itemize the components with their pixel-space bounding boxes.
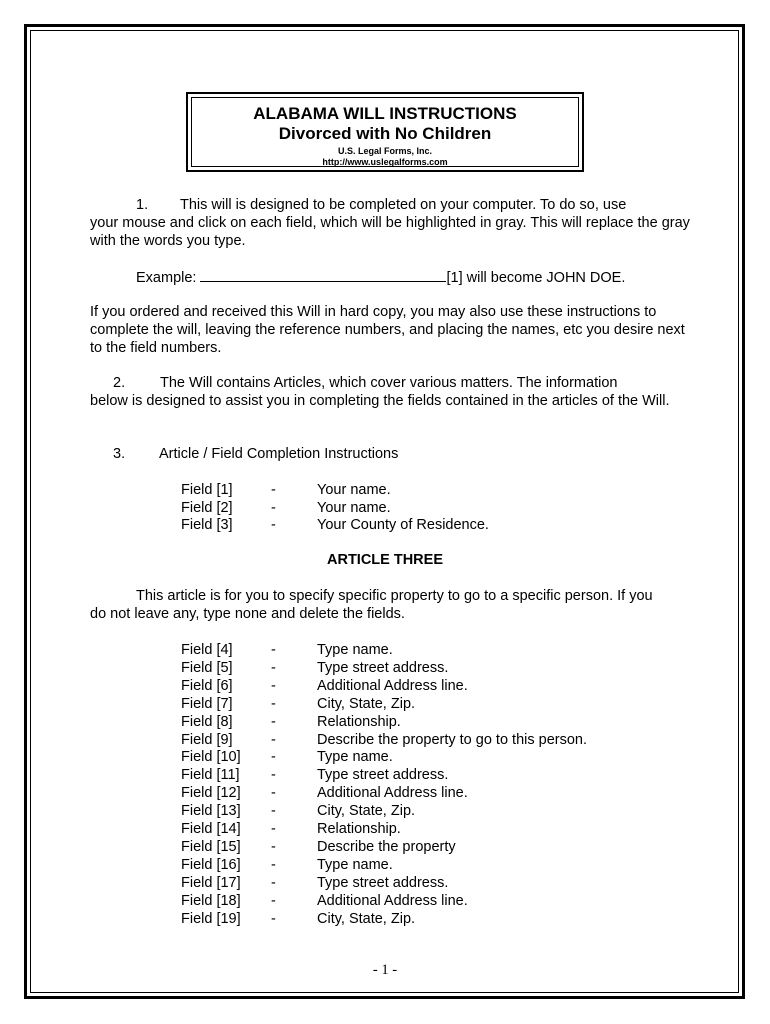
field-dash: - (271, 767, 276, 784)
field-dash: - (271, 695, 276, 712)
field-description: Type name. (317, 642, 393, 658)
title-box (186, 92, 584, 172)
example-label: Example: (136, 270, 197, 286)
item-2-continuation: below is designed to assist you in completing the fields contained in the articles of the Will. (90, 393, 670, 409)
field-dash: - (271, 659, 276, 676)
document-title: ALABAMA WILL INSTRUCTIONS (253, 104, 517, 123)
field-dash: - (271, 500, 276, 516)
item-1-continuation: your mouse and click on each field, which will be highlighted in gray. This will replace the gray with the words you type. (90, 215, 690, 249)
field-dash: - (271, 803, 276, 820)
field-description: City, State, Zip. (317, 695, 416, 712)
field-label: Field [3] (181, 517, 233, 533)
field-label: Field [11] (181, 767, 240, 784)
article-three-line-2: do not leave any, type none and delete the fields. (90, 606, 405, 622)
field-description: Describe the property to go to this person. (317, 731, 588, 748)
field-dash: - (271, 482, 276, 498)
field-label: Field [14] (181, 821, 241, 837)
field-dash: - (271, 731, 276, 748)
field-label: Field [5] (181, 659, 233, 676)
field-description: Additional Address line. (317, 892, 468, 909)
item-2-first-line: The Will contains Articles, which cover various matters. The information (160, 375, 618, 391)
field-dash: - (271, 856, 276, 873)
item-3-title: Article / Field Completion Instructions (159, 446, 399, 462)
field-description: Type street address. (317, 874, 449, 891)
field-label: Field [8] (181, 713, 233, 730)
example-line (136, 268, 625, 287)
field-label: Field [15] (181, 838, 241, 855)
field-label: Field [12] (181, 785, 241, 802)
field-label: Field [13] (181, 803, 241, 820)
example-blank-field (200, 268, 446, 282)
document-subtitle: Divorced with No Children (278, 124, 492, 143)
example-suffix: [1] will become JOHN DOE. (446, 270, 626, 286)
field-description: Additional Address line. (317, 677, 468, 694)
field-dash: - (271, 713, 276, 730)
field-description: City, State, Zip. (317, 910, 416, 927)
field-label: Field [10] (181, 749, 241, 766)
field-description: City, State, Zip. (317, 803, 416, 820)
field-label: Field [6] (181, 677, 233, 694)
field-description: Relationship. (317, 821, 401, 837)
page-number: - 1 - (372, 962, 398, 978)
field-dash: - (271, 785, 276, 802)
field-description: Type street address. (317, 659, 449, 676)
title-box-inner (191, 97, 579, 167)
field-dash: - (271, 749, 276, 766)
item-3-number: 3. (113, 446, 126, 462)
field-label: Field [17] (181, 874, 241, 891)
field-dash: - (271, 838, 276, 855)
field-description: Type name. (317, 749, 393, 766)
field-description: Additional Address line. (317, 785, 468, 802)
field-dash: - (271, 821, 276, 837)
item-1-first-line: This will is designed to be completed on your computer. To do so, use (180, 197, 627, 213)
field-description: Your name. (317, 500, 391, 516)
field-label: Field [7] (181, 695, 233, 712)
field-description: Type name. (317, 856, 393, 873)
field-label: Field [16] (181, 856, 241, 873)
field-description: Relationship. (317, 713, 401, 730)
hardcopy-paragraph: If you ordered and received this Will in hard copy, you may also use these instructions to complete the will, leaving the reference numbers, and placing the names, etc you desire next to the field numbers. (90, 304, 685, 356)
field-label: Field [9] (181, 731, 233, 748)
field-dash: - (271, 642, 276, 658)
publisher-name: U.S. Legal Forms, Inc. (337, 146, 433, 156)
field-dash: - (271, 892, 276, 909)
item-2-number: 2. (113, 375, 126, 391)
field-label: Field [18] (181, 892, 241, 909)
field-dash: - (271, 517, 276, 533)
field-description: Type street address. (317, 767, 449, 784)
field-label: Field [2] (181, 500, 233, 516)
field-description: Your County of Residence. (317, 517, 489, 533)
article-three-line-1: This article is for you to specify specific property to go to a specific person. If you (136, 588, 653, 604)
field-label: Field [4] (181, 642, 233, 658)
article-three-heading: ARTICLE THREE (327, 552, 443, 568)
field-dash: - (271, 910, 276, 927)
field-dash: - (271, 677, 276, 694)
field-label: Field [1] (181, 482, 233, 498)
field-description: Your name. (317, 482, 391, 498)
publisher-url: http://www.uslegalforms.com (322, 157, 448, 167)
item-1-number: 1. (136, 197, 149, 213)
field-label: Field [19] (181, 910, 241, 927)
field-dash: - (271, 874, 276, 891)
field-description: Describe the property (317, 838, 456, 855)
